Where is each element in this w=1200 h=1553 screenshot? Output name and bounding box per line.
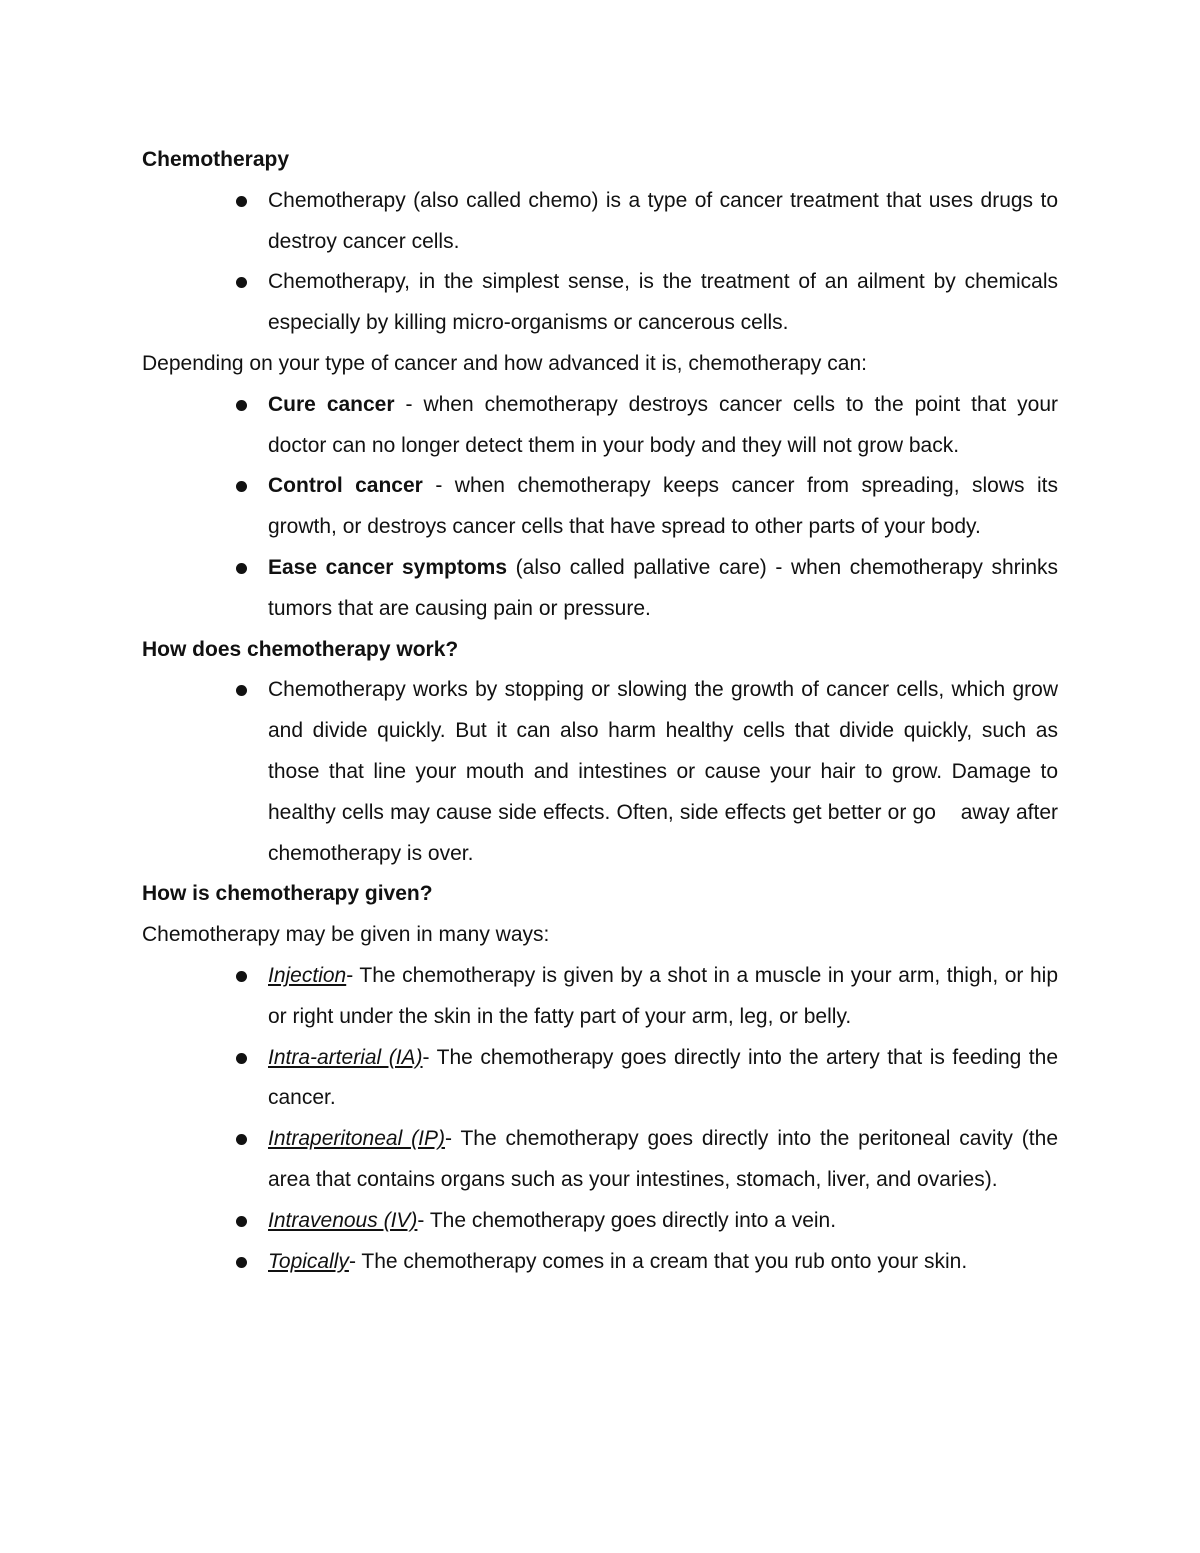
way-term: Intraperitoneal (IP)	[268, 1127, 445, 1151]
bullet-icon	[236, 685, 247, 696]
outcome-term: Cure cancer	[268, 392, 395, 416]
outcome-text: - when chemotherapy destroys cancer cells to the point that your doctor can no longer detect them in your body and they will not grow back.	[268, 392, 1058, 457]
outcome-term: Ease cancer symptoms	[268, 555, 508, 579]
outcome-item	[268, 466, 1058, 548]
way-item	[268, 1242, 1058, 1283]
way-text: - The chemotherapy goes directly into the artery that is feeding the cancer.	[268, 1045, 1059, 1110]
outcomes-list	[142, 385, 1058, 630]
how-work-list	[142, 670, 1058, 874]
bullet-icon	[236, 1216, 247, 1227]
document-page	[142, 140, 1058, 1282]
bullet-icon	[236, 1134, 247, 1145]
bullet-icon	[236, 971, 247, 982]
outcome-text: - when chemotherapy keeps cancer from spreading, slows its growth, or destroys cancer cells that have spread to other parts of your body.	[268, 474, 1058, 539]
way-text: - The chemotherapy is given by a shot in a muscle in your arm, thigh, or hip or right under the skin in the fatty part of your arm, leg, or belly.	[268, 963, 1058, 1028]
outcome-item	[268, 548, 1058, 630]
bullet-icon	[236, 1257, 247, 1268]
bullet-icon	[236, 196, 247, 207]
way-term: Injection	[268, 963, 347, 987]
outcome-text: (also called pallative care) - when chemotherapy shrinks tumors that are causing pain or pressure.	[268, 555, 1058, 620]
way-term: Intravenous (IV)	[268, 1208, 418, 1232]
title-heading: Chemotherapy	[142, 148, 290, 171]
definitions-list	[142, 181, 1058, 344]
way-term: Topically	[268, 1249, 349, 1273]
bullet-icon	[236, 1053, 247, 1064]
definition-text: Chemotherapy, in the simplest sense, is the treatment of an ailment by chemicals especially by killing micro-organisms or cancerous cells.	[268, 270, 1058, 335]
way-item	[268, 1201, 1058, 1242]
definition-text: Chemotherapy (also called chemo) is a type of cancer treatment that uses drugs to destroy cancer cells.	[268, 188, 1058, 253]
ways-list	[142, 956, 1058, 1282]
way-text: - The chemotherapy comes in a cream that you rub onto your skin.	[348, 1249, 968, 1273]
how-work-item	[268, 670, 1058, 874]
definition-item	[268, 262, 1058, 344]
way-text: - The chemotherapy goes directly into the peritoneal cavity (the area that contains organs such as your intestines, stomach, liver, and ovaries).	[268, 1127, 1058, 1191]
how-work-text: Chemotherapy works by stopping or slowing the growth of cancer cells, which grow and divide quickly. But it can also harm healthy cells that divide quickly, such as those that line your mouth and intestines or cause your hair to grow. Damage to healthy cells may cause side effects. Often, side effects get better or go away after chemotherapy is over.	[268, 678, 1058, 865]
how-given-heading: How is chemotherapy given?	[142, 882, 433, 906]
way-item	[268, 1038, 1058, 1120]
bullet-icon	[236, 563, 247, 574]
bullet-icon	[236, 400, 247, 411]
way-term: Intra-arterial (IA)	[268, 1045, 423, 1069]
ways-intro: Chemotherapy may be given in many ways:	[142, 923, 550, 947]
outcome-item	[268, 385, 1058, 467]
outcome-term: Control cancer	[268, 474, 423, 498]
definition-item	[268, 181, 1058, 263]
way-item	[268, 1119, 1058, 1201]
way-item	[268, 956, 1058, 1038]
bullet-icon	[236, 481, 247, 492]
depending-paragraph: Depending on your type of cancer and how advanced it is, chemotherapy can:	[142, 351, 867, 375]
how-work-heading: How does chemotherapy work?	[142, 637, 459, 661]
way-text: - The chemotherapy goes directly into a vein.	[417, 1208, 837, 1232]
bullet-icon	[236, 277, 247, 288]
